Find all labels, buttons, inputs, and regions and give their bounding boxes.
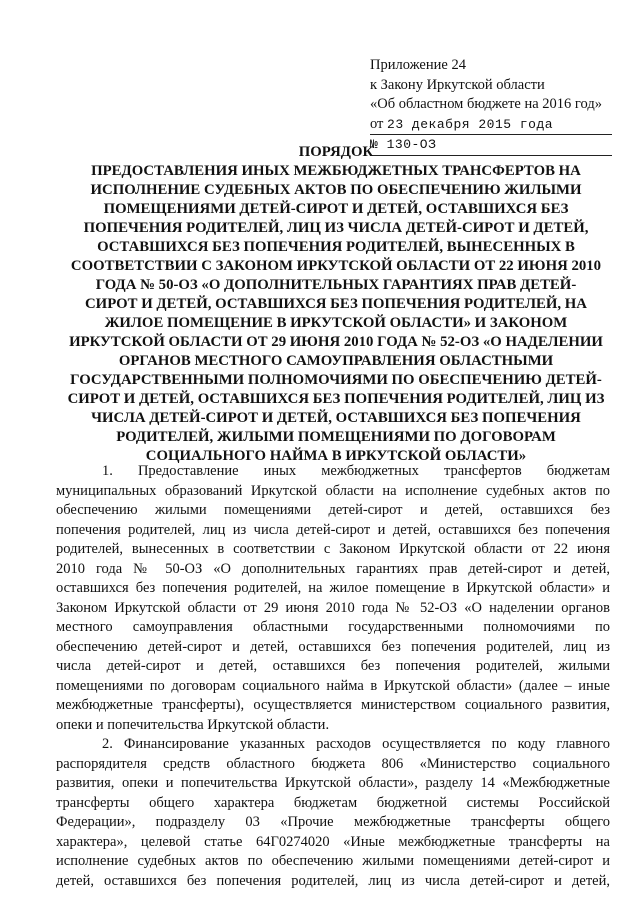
title-line: ОРГАНОВ МЕСТНОГО САМОУПРАВЛЕНИЯ ОБЛАСТНЫМИ [118,353,554,369]
title-line: РОДИТЕЛЕЙ, ЖИЛЫМИ ПОМЕЩЕНИЯМИ ПО ДОГОВОРАМ [116,429,556,445]
appendix-date [370,115,612,136]
title-line: ИРКУТСКОЙ ОБЛАСТИ ОТ 29 ИЮНЯ 2010 ГОДА № 52-ОЗ «О НАДЕЛЕНИИ [69,334,603,350]
paragraph-line: местного самоуправления областными государственными полномочиями по [56,619,610,635]
title-line: ОСТАВШИХСЯ БЕЗ ПОПЕЧЕНИЯ РОДИТЕЛЕЙ, ВЫНЕСЕННЫХ В [97,239,575,255]
date-prefix: от [370,115,384,132]
title-line: ПРЕДОСТАВЛЕНИЯ ИНЫХ МЕЖБЮДЖЕТНЫХ ТРАНСФЕРТОВ НА [91,163,581,179]
paragraph-line: развития, опеки и попечительства Иркутской области», разделу 14 «Межбюджетные [56,775,610,791]
paragraph-line: характера», целевой статье 64Г0274020 «Иные межбюджетные трансферты на [56,833,610,850]
paragraph-line: Законом Иркутской области от 29 июня 2010 года № 52-ОЗ «О наделении органов [56,599,610,616]
paragraph-line: родителей, вынесенных в соответствии с Законом Иркутской области от 22 июня [56,541,610,557]
document-body [56,462,610,891]
title-line: ГОСУДАРСТВЕННЫМИ ПОЛНОМОЧИЯМИ ПО ОБЕСПЕЧЕНИЮ ДЕТЕЙ- [70,372,602,388]
title-line: ПОПЕЧЕНИЯ РОДИТЕЛЕЙ, ЛИЦ ИЗ ЧИСЛА ДЕТЕЙ-СИРОТ И ДЕТЕЙ, [83,220,589,236]
paragraph-line: трансферты общего характера бюджетам бюджетной системы Российской [56,794,610,811]
paragraph-line: Федерации», подразделу 03 «Прочие межбюджетные трансферты общего [56,814,610,830]
appendix-law-ref: к Закону Иркутской области [370,76,545,93]
paragraph-line: 2. Финансирование указанных расходов осуществляется по коду главного [102,736,610,752]
date-value: 23 декабря 2015 года [387,116,554,132]
title-line: ГОДА № 50-ОЗ «О ДОПОЛНИТЕЛЬНЫХ ГАРАНТИЯХ ПРАВ ДЕТЕЙ- [95,277,577,293]
paragraph-line: обеспечению детей-сирот и детей, оставшихся без попечения родителей, лиц из [56,638,610,655]
title-line: СООТВЕТСТВИИ С ЗАКОНОМ ИРКУТСКОЙ ОБЛАСТИ ОТ 22 ИЮНЯ 2010 [70,258,602,274]
title-line: ЧИСЛА ДЕТЕЙ-СИРОТ И ДЕТЕЙ, ОСТАВШИХСЯ БЕЗ ПОПЕЧЕНИЯ [91,410,581,426]
paragraph-line: числа детей-сирот и детей, оставшихся без попечения родителей, жилыми [56,658,610,674]
paragraph-line: исполнение судебных актов по обеспечению жилыми помещениями детей-сирот и [56,853,610,869]
title-line: СОЦИАЛЬНОГО НАЙМА В ИРКУТСКОЙ ОБЛАСТИ» [145,448,527,464]
title-line: СИРОТ И ДЕТЕЙ, ОСТАВШИХСЯ БЕЗ ПОПЕЧЕНИЯ РОДИТЕЛЕЙ, НА [85,296,587,312]
paragraph-line: муниципальных образований Иркутской области на исполнение судебных актов по [56,482,610,499]
document-title [56,143,616,466]
appendix-law-title: «Об областном бюджете на 2016 год» [370,96,602,112]
paragraph-1 [56,462,610,735]
title-line: ПОМЕЩЕНИЯМИ ДЕТЕЙ-СИРОТ И ДЕТЕЙ, ОСТАВШИХСЯ БЕЗ [103,201,569,217]
paragraph-line: 2010 года № 50-ОЗ «О дополнительных гарантиях прав детей-сирот и детей, [56,560,610,577]
paragraph-line: попечения родителей, лиц из числа детей-сирот и детей, оставшихся без попечения [56,521,610,538]
paragraph-line: межбюджетные трансферты), осуществляется министерством социального развития, [56,697,610,713]
paragraph-line: оставшихся без попечения родителей, на жилое помещение в Иркутской области» и [56,580,610,596]
paragraph-line: обеспечению жилыми помещениями детей-сирот и детей, оставшихся без [56,502,610,518]
paragraph-line: распорядителя средств областного бюджета 806 «Министерство социального [56,755,610,772]
paragraph-line: помещениями по договорам социального найма в Иркутской области» (далее – иные [56,677,610,694]
paragraph-2 [56,735,610,891]
appendix-header [370,56,620,156]
title-heading: ПОРЯДОК [298,144,374,160]
law-number: № 130-ОЗ [370,135,612,156]
paragraph-line: детей, оставшихся без попечения родителей, лиц из числа детей-сирот и детей, [56,872,610,889]
paragraph-line: опеки и попечительства Иркутской области. [56,716,330,733]
title-line: СИРОТ И ДЕТЕЙ, ОСТАВШИХСЯ БЕЗ ПОПЕЧЕНИЯ РОДИТЕЛЕЙ, ЛИЦ ИЗ [67,391,605,407]
paragraph-line: 1. Предоставление иных межбюджетных трансфертов бюджетам [102,463,610,479]
appendix-number: Приложение 24 [370,57,466,73]
title-line: ИСПОЛНЕНИЕ СУДЕБНЫХ АКТОВ ПО ОБЕСПЕЧЕНИЮ ЖИЛЫМИ [90,182,582,198]
title-line: ЖИЛОЕ ПОМЕЩЕНИЕ В ИРКУТСКОЙ ОБЛАСТИ» И ЗАКОНОМ [104,315,568,331]
